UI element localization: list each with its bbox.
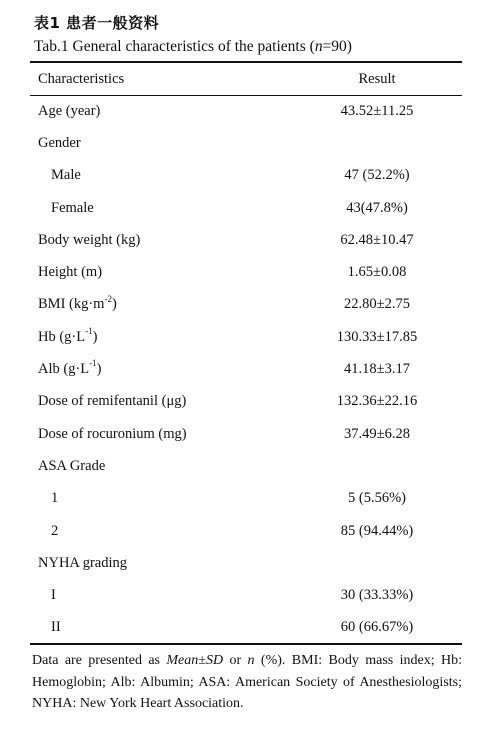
table-row — [30, 612, 462, 644]
row-value — [292, 450, 462, 482]
table-row — [30, 579, 462, 611]
table-row — [30, 515, 462, 547]
table-title-english — [34, 38, 352, 56]
row-label: Dose of remifentanil (μg) — [38, 393, 187, 410]
title-en-prefix: Tab.1 General characteristics of the patients ( — [34, 38, 315, 55]
table-row — [30, 450, 462, 482]
title-en-suffix: =90) — [322, 38, 352, 55]
row-value: 132.36±22.16 — [336, 393, 418, 410]
row-label — [30, 289, 292, 321]
row-label: Height (m) — [38, 264, 103, 281]
row-value: 62.48±10.47 — [340, 231, 414, 248]
note-part2: or — [223, 653, 248, 668]
row-label: II — [51, 619, 61, 636]
row-value: 30 (33.33%) — [340, 587, 414, 604]
header-characteristics: Characteristics — [38, 70, 125, 87]
note-n: n — [247, 653, 255, 668]
row-value: 85 (94.44%) — [340, 522, 414, 539]
table-row — [30, 386, 462, 418]
table-row — [30, 547, 462, 579]
row-label-superscript: -1 — [85, 325, 93, 336]
row-value: 5 (5.56%) — [348, 490, 406, 507]
row-label-superscript: -2 — [104, 293, 112, 304]
note-part1: Data are presented as — [32, 653, 167, 668]
row-label: Gender — [38, 134, 81, 151]
table-row — [30, 95, 462, 127]
row-label-text: Alb (g·L — [38, 361, 90, 378]
note-mean-sd: Mean±SD — [166, 653, 224, 668]
row-value: 41.18±3.17 — [344, 361, 410, 378]
row-value — [292, 127, 462, 159]
row-label-text: Hb (g·L — [38, 328, 86, 345]
title-en-n: n — [314, 38, 323, 55]
row-value: 37.49±6.28 — [344, 425, 410, 442]
characteristics-table — [30, 63, 462, 644]
row-label-superscript: -1 — [89, 358, 97, 369]
row-label: Age (year) — [38, 102, 101, 119]
row-label — [30, 353, 292, 385]
note-part3: (%). BMI: Body mass index; Hb: Hemoglobin; Alb: Albumin; ASA: American Society of Anesthesiologists; NYHA: New York Heart Association. — [32, 653, 463, 711]
row-value: 43(47.8%) — [346, 199, 408, 216]
row-value: 60 (66.67%) — [340, 619, 414, 636]
table-row — [30, 289, 462, 321]
table-row — [30, 224, 462, 256]
row-value — [292, 547, 462, 579]
table-row — [30, 483, 462, 515]
row-value: 1.65±0.08 — [347, 264, 407, 281]
row-value: 130.33±17.85 — [336, 328, 418, 345]
row-label: 1 — [51, 490, 59, 507]
table-row — [30, 256, 462, 288]
table-row — [30, 418, 462, 450]
row-label: ASA Grade — [38, 457, 106, 474]
table-row — [30, 321, 462, 353]
row-label: Male — [51, 167, 81, 184]
header-result: Result — [358, 70, 396, 87]
row-value: 47 (52.2%) — [344, 167, 410, 184]
row-label — [30, 321, 292, 353]
row-label: I — [51, 587, 56, 604]
table-row — [30, 127, 462, 159]
table-row — [30, 353, 462, 385]
row-value: 43.52±11.25 — [340, 102, 414, 119]
row-label: 2 — [51, 522, 59, 539]
table-row — [30, 160, 462, 192]
row-label-suffix: ) — [96, 361, 102, 378]
row-label-suffix: ) — [111, 296, 117, 313]
row-label: Body weight (kg) — [38, 231, 141, 248]
row-label: Female — [51, 199, 94, 216]
table-row — [30, 192, 462, 224]
table-title-chinese: 表1 患者一般资料 — [34, 14, 160, 32]
table-header-row — [30, 63, 462, 95]
table-footnote — [32, 650, 462, 715]
row-label: NYHA grading — [38, 554, 128, 571]
row-label-suffix: ) — [92, 328, 98, 345]
row-value: 22.80±2.75 — [344, 296, 410, 313]
row-label: Dose of rocuronium (mg) — [38, 425, 187, 442]
row-label-text: BMI (kg·m — [38, 296, 105, 313]
